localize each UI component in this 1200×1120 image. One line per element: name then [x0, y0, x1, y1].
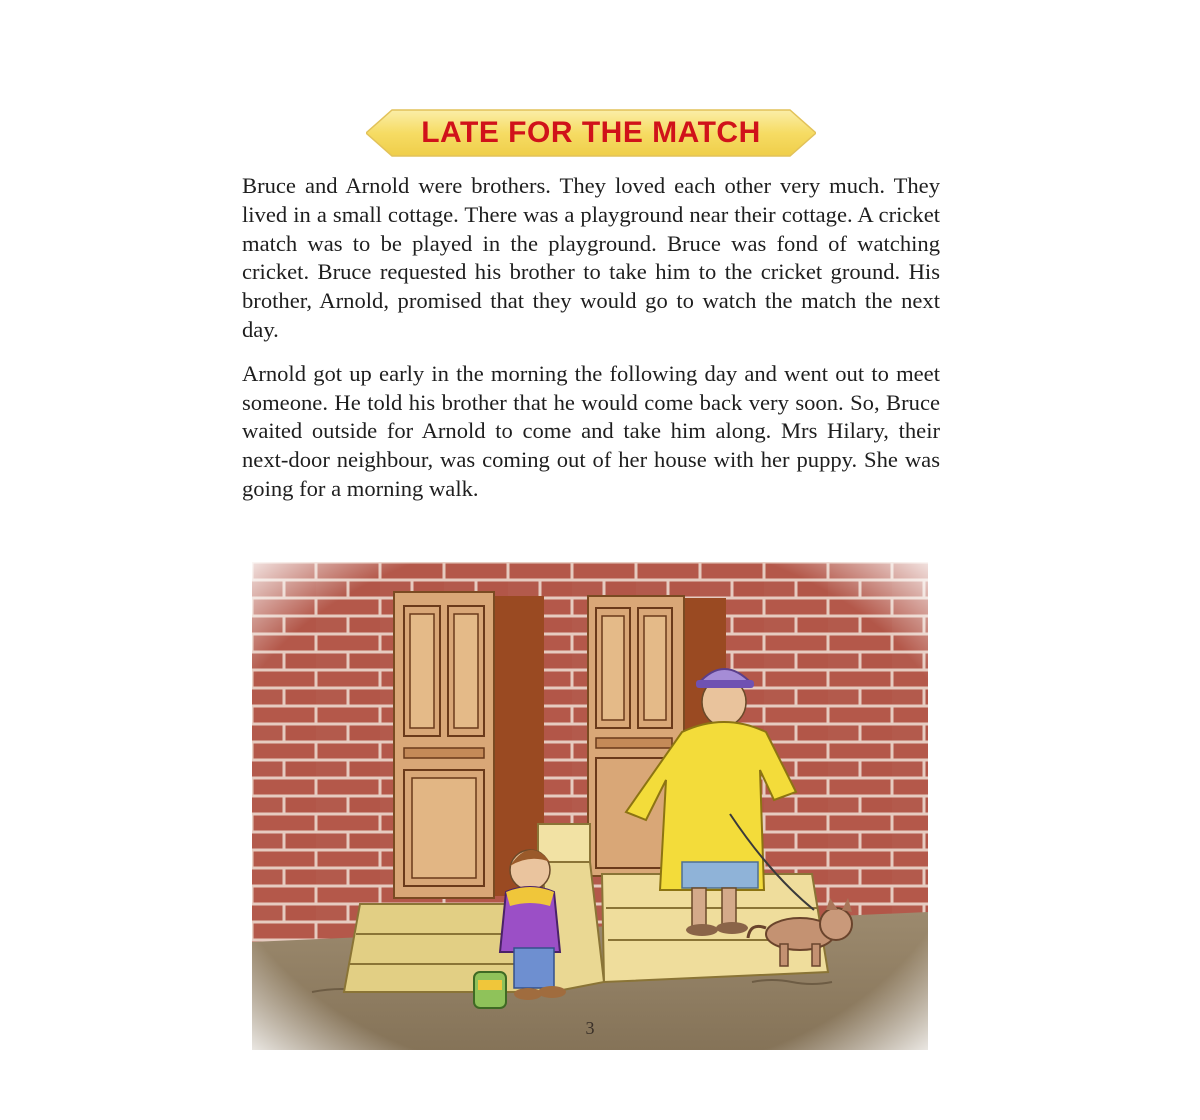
story-illustration — [252, 562, 928, 1050]
title-banner — [366, 106, 816, 160]
page-title: LATE FOR THE MATCH — [421, 116, 761, 149]
paragraph-2: Arnold got up early in the morning the following day and went out to meet someone. He told his brother that he would come back very soon. So, Bruce waited outside for Arnold to come and take him along. Mrs Hilary, their next-door neighbour, was coming out of her house with her puppy. She was going for a morning walk. — [242, 360, 940, 501]
story-text — [242, 172, 940, 504]
page-number: 3 — [585, 1018, 595, 1038]
illustration-scene — [252, 562, 928, 1050]
paragraph-1: Bruce and Arnold were brothers. They loved each other very much. They lived in a small cottage. There was a playground near their cottage. A cricket match was to be played in the playground. Bruce was fond of watching cricket. Bruce requested his brother to take him to the cricket ground. His brother, Arnold, promised that they would go to watch the match the next day. — [242, 173, 940, 342]
